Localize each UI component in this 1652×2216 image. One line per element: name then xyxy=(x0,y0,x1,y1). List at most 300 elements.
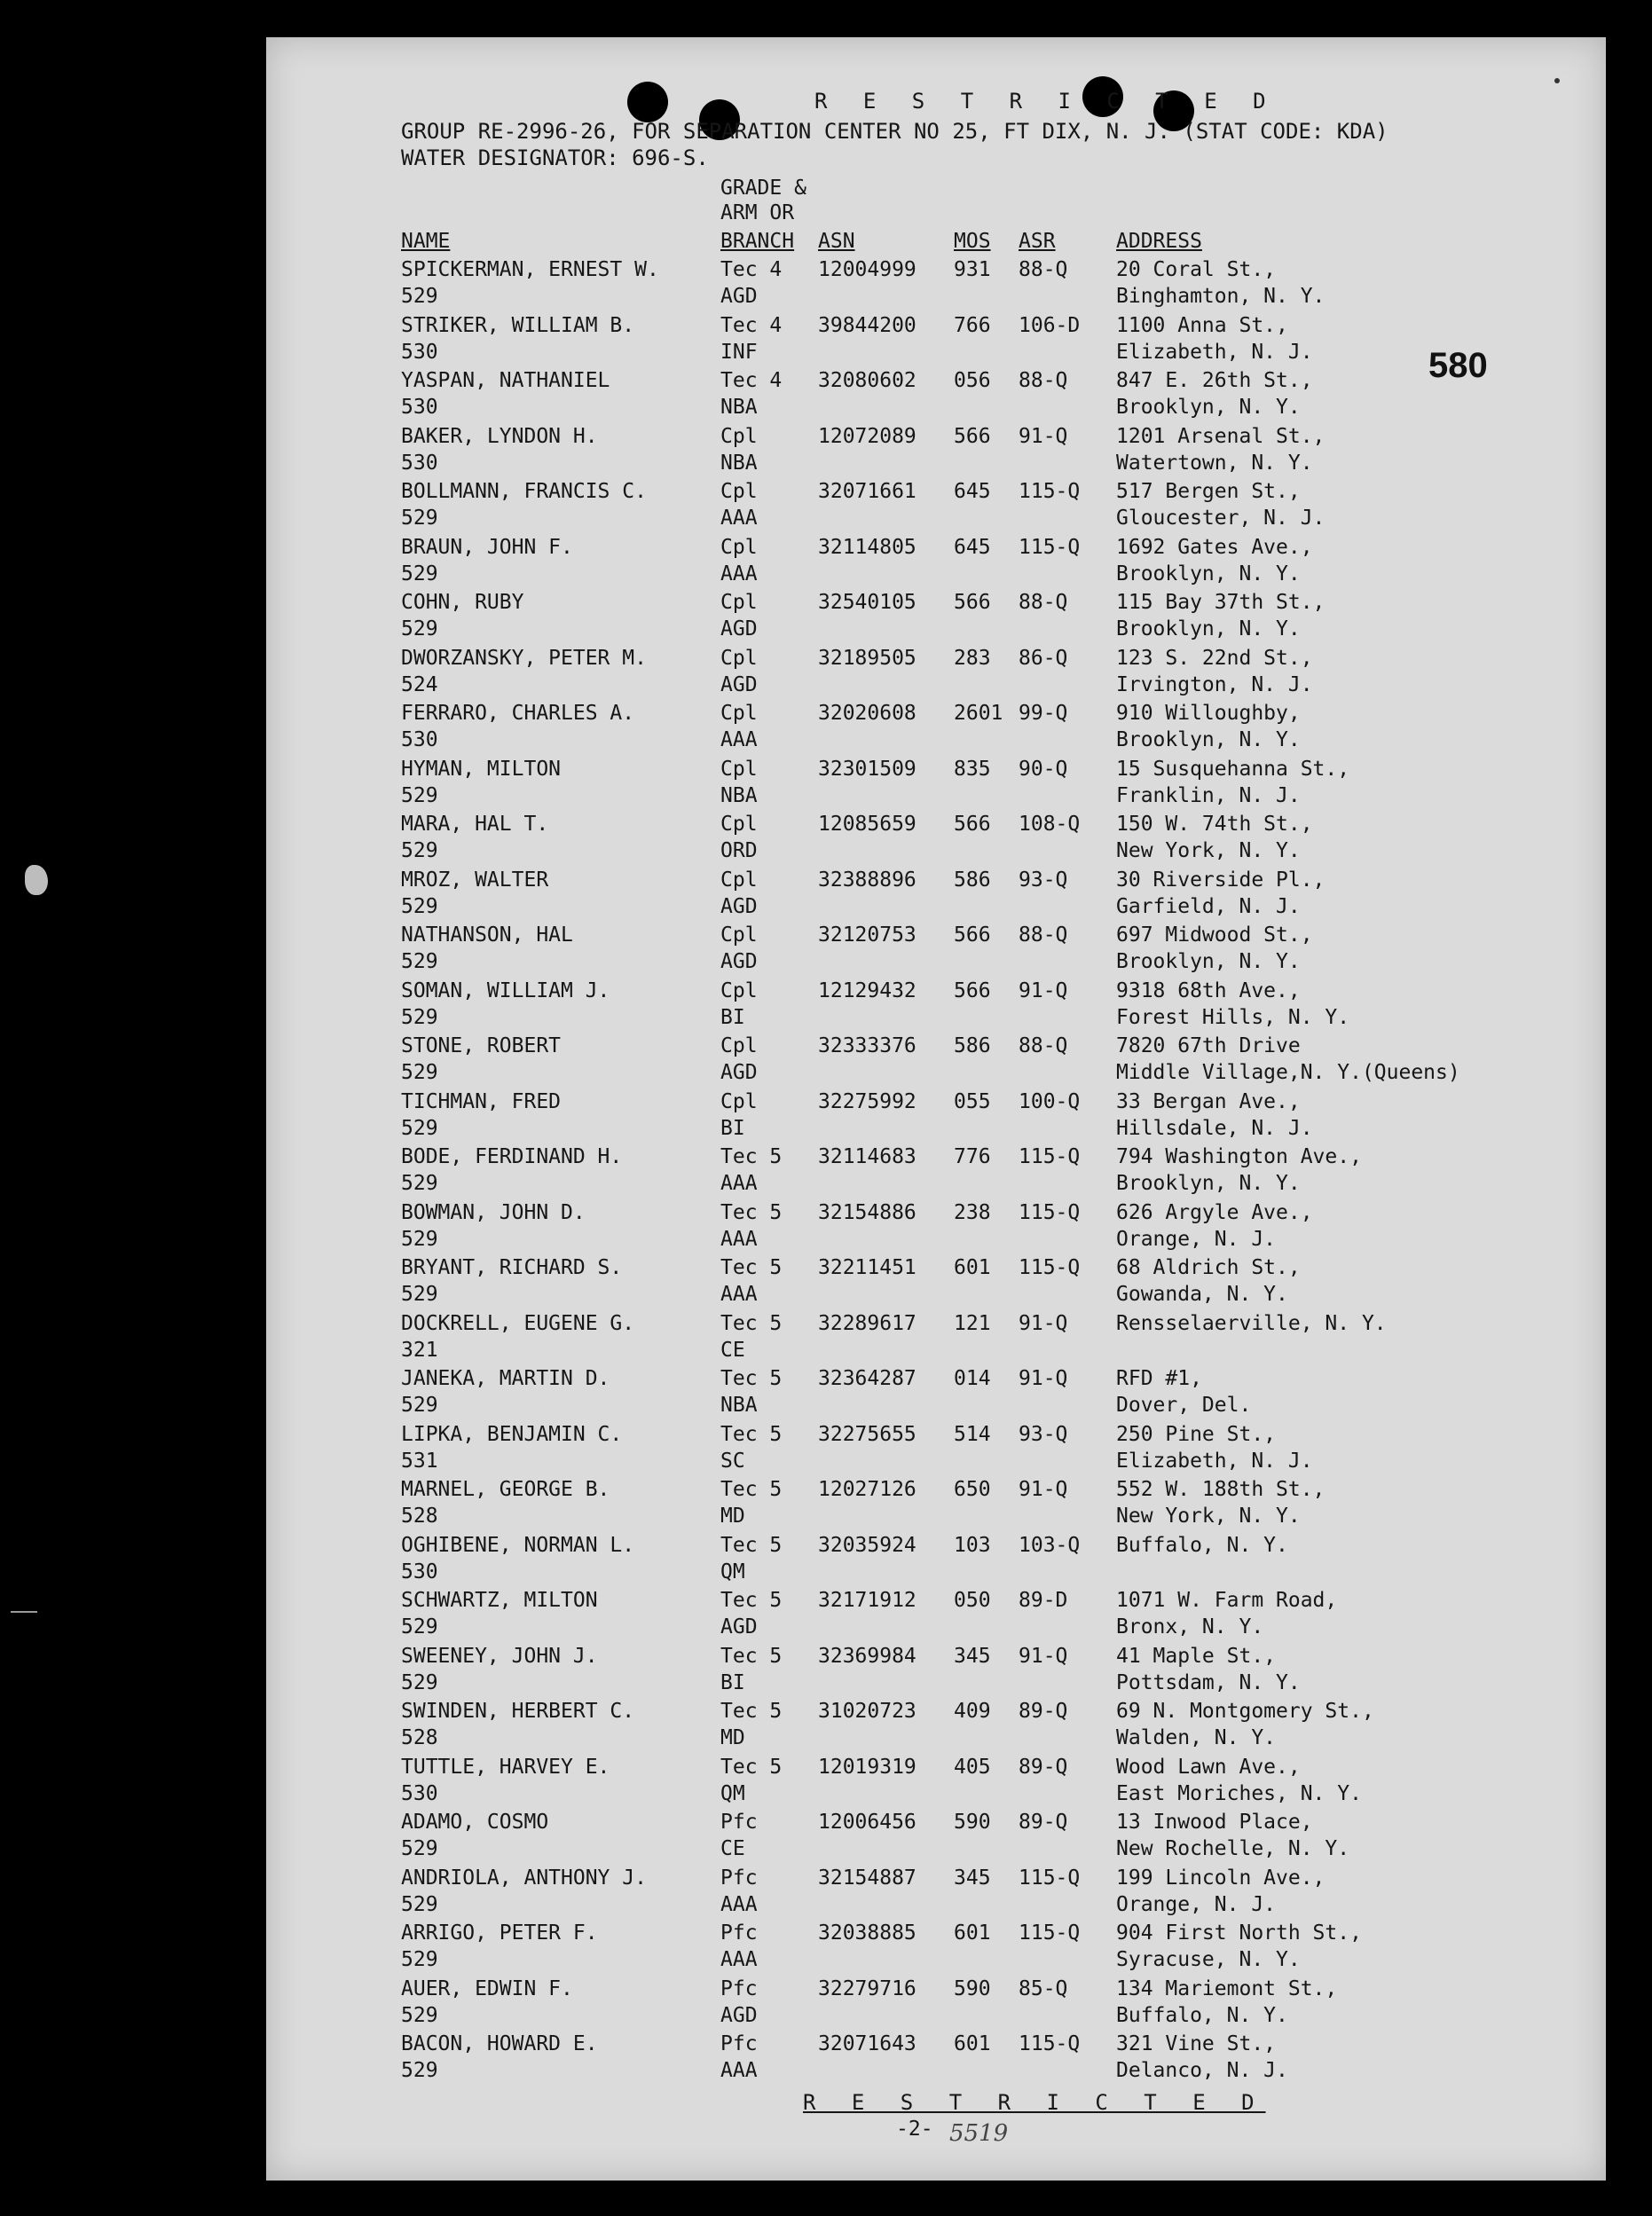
record-asr: 89-D xyxy=(1019,1589,1068,1612)
record-code: 529 xyxy=(401,617,438,640)
record-code: 529 xyxy=(401,562,438,585)
record-address-line1: 115 Bay 37th St., xyxy=(1116,591,1326,614)
record-grade: Cpl xyxy=(720,535,758,559)
record-branch: AAA xyxy=(720,1283,758,1306)
record-branch: INF xyxy=(720,340,758,364)
record-branch: AGD xyxy=(720,1615,758,1638)
record-address-line2: Irvington, N. J. xyxy=(1116,672,1313,696)
record-asn: 32279716 xyxy=(818,1976,916,2000)
record-branch: NBA xyxy=(720,396,758,419)
record-address-line2: Gloucester, N. J. xyxy=(1116,507,1326,530)
record-name: HYMAN, MILTON xyxy=(401,757,562,781)
record-name: ADAMO, COSMO xyxy=(401,1811,549,1834)
record-address-line2: Elizabeth, N. J. xyxy=(1116,340,1313,364)
record-branch: NBA xyxy=(720,783,758,807)
record-code: 529 xyxy=(401,1670,438,1694)
record-asn: 12004999 xyxy=(818,258,916,281)
document-page xyxy=(266,37,1606,2181)
record-grade: Tec 5 xyxy=(720,1422,783,1446)
record-asr: 91-Q xyxy=(1019,1311,1068,1335)
record-address-line2: New Rochelle, N. Y. xyxy=(1116,1837,1350,1860)
record-name: ANDRIOLA, ANTHONY J. xyxy=(401,1866,647,1890)
record-code: 529 xyxy=(401,2003,438,2027)
record-mos: 645 xyxy=(954,535,991,559)
margin-blot xyxy=(25,865,48,895)
record-code: 529 xyxy=(401,285,438,308)
record-mos: 586 xyxy=(954,868,991,892)
record-name: SWINDEN, HERBERT C. xyxy=(401,1700,635,1723)
record-name: SOMAN, WILLIAM J. xyxy=(401,978,610,1002)
record-code: 530 xyxy=(401,1560,438,1583)
record-asr: 115-Q xyxy=(1019,2032,1081,2055)
stamp-number: 580 xyxy=(1428,346,1488,385)
record-asn: 32301509 xyxy=(818,757,916,781)
record-branch: ORD xyxy=(720,839,758,862)
record-mos: 566 xyxy=(954,424,991,448)
record-address-line1: 1071 W. Farm Road, xyxy=(1116,1589,1338,1612)
record-address-line1: 847 E. 26th St., xyxy=(1116,369,1313,392)
col-grade-2: ARM OR xyxy=(720,201,795,224)
record-branch: MD xyxy=(720,1505,745,1528)
record-grade: Tec 5 xyxy=(720,1755,783,1779)
record-branch: AGD xyxy=(720,285,758,308)
record-address-line1: 1201 Arsenal St., xyxy=(1116,424,1326,448)
record-address-line2: Franklin, N. J. xyxy=(1116,783,1301,807)
record-grade: Cpl xyxy=(720,646,758,670)
record-code: 529 xyxy=(401,950,438,973)
record-grade: Cpl xyxy=(720,424,758,448)
record-asn: 32189505 xyxy=(818,646,916,670)
record-code: 529 xyxy=(401,1005,438,1029)
record-asn: 32333376 xyxy=(818,1034,916,1057)
record-code: 524 xyxy=(401,672,438,696)
record-name: FERRARO, CHARLES A. xyxy=(401,702,635,725)
record-code: 321 xyxy=(401,1338,438,1362)
record-asr: 91-Q xyxy=(1019,978,1068,1002)
record-code: 529 xyxy=(401,507,438,530)
record-address-line1: RFD #1, xyxy=(1116,1367,1202,1390)
col-address: ADDRESS xyxy=(1116,230,1202,253)
record-asn: 32369984 xyxy=(818,1644,916,1668)
record-address-line2: Brooklyn, N. Y. xyxy=(1116,562,1301,585)
record-asr: 115-Q xyxy=(1019,1256,1081,1279)
record-asr: 108-Q xyxy=(1019,813,1081,836)
record-name: ARRIGO, PETER F. xyxy=(401,1921,598,1945)
record-address-line1: 68 Aldrich St., xyxy=(1116,1256,1301,1279)
record-code: 529 xyxy=(401,2059,438,2082)
record-address-line1: 794 Washington Ave., xyxy=(1116,1145,1362,1168)
record-asr: 91-Q xyxy=(1019,424,1068,448)
record-asn: 32154886 xyxy=(818,1200,916,1224)
record-asn: 32114683 xyxy=(818,1145,916,1168)
punch-hole xyxy=(627,82,668,122)
record-mos: 566 xyxy=(954,978,991,1002)
record-grade: Pfc xyxy=(720,2032,758,2055)
record-branch: AAA xyxy=(720,1172,758,1195)
col-grade-3: BRANCH xyxy=(720,230,795,253)
record-branch: AGD xyxy=(720,2003,758,2027)
record-name: TICHMAN, FRED xyxy=(401,1089,562,1113)
record-name: BAKER, LYNDON H. xyxy=(401,424,598,448)
record-address-line2: Gowanda, N. Y. xyxy=(1116,1283,1288,1306)
record-code: 529 xyxy=(401,1172,438,1195)
record-grade: Cpl xyxy=(720,757,758,781)
record-code: 528 xyxy=(401,1505,438,1528)
record-mos: 345 xyxy=(954,1866,991,1890)
record-address-line2: Delanco, N. J. xyxy=(1116,2059,1288,2082)
record-address-line1: 20 Coral St., xyxy=(1116,258,1277,281)
record-branch: SC xyxy=(720,1449,745,1473)
record-address-line2: Dover, Del. xyxy=(1116,1394,1252,1417)
record-address-line1: 1692 Gates Ave., xyxy=(1116,535,1313,559)
record-mos: 014 xyxy=(954,1367,991,1390)
record-mos: 931 xyxy=(954,258,991,281)
record-mos: 650 xyxy=(954,1478,991,1501)
record-name: BRYANT, RICHARD S. xyxy=(401,1256,623,1279)
record-code: 529 xyxy=(401,1116,438,1140)
record-address-line1: 199 Lincoln Ave., xyxy=(1116,1866,1326,1890)
record-asr: 115-Q xyxy=(1019,535,1081,559)
record-code: 529 xyxy=(401,1394,438,1417)
col-mos: MOS xyxy=(954,230,991,253)
record-mos: 405 xyxy=(954,1755,991,1779)
record-mos: 056 xyxy=(954,369,991,392)
record-code: 530 xyxy=(401,340,438,364)
record-code: 529 xyxy=(401,1061,438,1084)
record-grade: Tec 4 xyxy=(720,258,783,281)
record-address-line2: Forest Hills, N. Y. xyxy=(1116,1005,1350,1029)
record-address-line1: 910 Willoughby, xyxy=(1116,702,1301,725)
record-mos: 103 xyxy=(954,1533,991,1557)
record-grade: Cpl xyxy=(720,1089,758,1113)
record-grade: Cpl xyxy=(720,702,758,725)
record-asr: 90-Q xyxy=(1019,757,1068,781)
record-branch: NBA xyxy=(720,1394,758,1417)
record-name: BODE, FERDINAND H. xyxy=(401,1145,623,1168)
record-address-line1: 30 Riverside Pl., xyxy=(1116,868,1326,892)
record-name: STONE, ROBERT xyxy=(401,1034,562,1057)
record-asn: 12072089 xyxy=(818,424,916,448)
record-mos: 283 xyxy=(954,646,991,670)
record-grade: Tec 5 xyxy=(720,1533,783,1557)
record-grade: Cpl xyxy=(720,1034,758,1057)
record-grade: Tec 5 xyxy=(720,1145,783,1168)
record-grade: Tec 5 xyxy=(720,1311,783,1335)
record-branch: AAA xyxy=(720,2059,758,2082)
record-asn: 12006456 xyxy=(818,1811,916,1834)
record-grade: Pfc xyxy=(720,1921,758,1945)
record-grade: Cpl xyxy=(720,868,758,892)
record-address-line2: New York, N. Y. xyxy=(1116,1505,1301,1528)
record-code: 529 xyxy=(401,1283,438,1306)
record-address-line2: Brooklyn, N. Y. xyxy=(1116,1172,1301,1195)
record-grade: Cpl xyxy=(720,591,758,614)
col-asn: ASN xyxy=(818,230,855,253)
restricted-footer: R E S T R I C T E D xyxy=(803,2090,1266,2115)
record-name: OGHIBENE, NORMAN L. xyxy=(401,1533,635,1557)
record-address-line1: 1100 Anna St., xyxy=(1116,313,1288,337)
record-asn: 32120753 xyxy=(818,923,916,947)
record-grade: Tec 5 xyxy=(720,1478,783,1501)
record-address-line1: 517 Bergen St., xyxy=(1116,480,1301,503)
record-asn: 32071661 xyxy=(818,480,916,503)
record-asr: 106-D xyxy=(1019,313,1081,337)
record-address-line2: Garfield, N. J. xyxy=(1116,894,1301,918)
record-address-line2: Elizabeth, N. J. xyxy=(1116,1449,1313,1473)
record-asn: 32035924 xyxy=(818,1533,916,1557)
col-grade-1: GRADE & xyxy=(720,177,806,200)
record-code: 529 xyxy=(401,1227,438,1251)
record-address-line1: 41 Maple St., xyxy=(1116,1644,1277,1668)
record-address-line2: Bronx, N. Y. xyxy=(1116,1615,1264,1638)
record-asr: 88-Q xyxy=(1019,923,1068,947)
record-code: 529 xyxy=(401,783,438,807)
record-asn: 32171912 xyxy=(818,1589,916,1612)
record-name: MROZ, WALTER xyxy=(401,868,549,892)
record-address-line2: Brooklyn, N. Y. xyxy=(1116,617,1301,640)
record-address-line2: Syracuse, N. Y. xyxy=(1116,1948,1301,1971)
record-address-line2: Buffalo, N. Y. xyxy=(1116,2003,1288,2027)
record-asn: 32540105 xyxy=(818,591,916,614)
record-code: 531 xyxy=(401,1449,438,1473)
record-asn: 32388896 xyxy=(818,868,916,892)
record-asr: 115-Q xyxy=(1019,1921,1081,1945)
record-address-line2: Brooklyn, N. Y. xyxy=(1116,728,1301,751)
record-mos: 590 xyxy=(954,1976,991,2000)
record-asr: 88-Q xyxy=(1019,1034,1068,1057)
record-address-line1: 123 S. 22nd St., xyxy=(1116,646,1313,670)
record-mos: 409 xyxy=(954,1700,991,1723)
record-address-line2: Orange, N. J. xyxy=(1116,1227,1277,1251)
record-asn: 32154887 xyxy=(818,1866,916,1890)
record-asr: 91-Q xyxy=(1019,1367,1068,1390)
record-mos: 566 xyxy=(954,813,991,836)
record-code: 529 xyxy=(401,1837,438,1860)
record-grade: Cpl xyxy=(720,923,758,947)
record-mos: 776 xyxy=(954,1145,991,1168)
record-asn: 32071643 xyxy=(818,2032,916,2055)
record-asr: 85-Q xyxy=(1019,1976,1068,2000)
record-branch: QM xyxy=(720,1781,745,1805)
record-branch: AAA xyxy=(720,1948,758,1971)
record-grade: Pfc xyxy=(720,1976,758,2000)
record-branch: QM xyxy=(720,1560,745,1583)
speck xyxy=(1554,78,1560,83)
margin-mark xyxy=(11,1611,37,1613)
record-address-line1: 15 Susquehanna St., xyxy=(1116,757,1350,781)
record-asn: 12027126 xyxy=(818,1478,916,1501)
record-asr: 88-Q xyxy=(1019,591,1068,614)
record-code: 528 xyxy=(401,1726,438,1749)
record-asr: 115-Q xyxy=(1019,1866,1081,1890)
record-asn: 32020608 xyxy=(818,702,916,725)
record-branch: AAA xyxy=(720,507,758,530)
water-designator-line: WATER DESIGNATOR: 696-S. xyxy=(401,145,709,170)
record-asr: 100-Q xyxy=(1019,1089,1081,1113)
record-branch: AAA xyxy=(720,728,758,751)
record-code: 529 xyxy=(401,894,438,918)
record-address-line1: 69 N. Montgomery St., xyxy=(1116,1700,1374,1723)
record-asr: 88-Q xyxy=(1019,369,1068,392)
record-asn: 32275992 xyxy=(818,1089,916,1113)
record-asn: 31020723 xyxy=(818,1700,916,1723)
record-address-line2: Walden, N. Y. xyxy=(1116,1726,1277,1749)
record-name: DWORZANSKY, PETER M. xyxy=(401,646,647,670)
record-grade: Tec 5 xyxy=(720,1200,783,1224)
record-grade: Tec 5 xyxy=(720,1644,783,1668)
record-name: MARA, HAL T. xyxy=(401,813,549,836)
record-branch: AGD xyxy=(720,1061,758,1084)
record-mos: 514 xyxy=(954,1422,991,1446)
record-mos: 601 xyxy=(954,1256,991,1279)
record-branch: AGD xyxy=(720,672,758,696)
record-name: BRAUN, JOHN F. xyxy=(401,535,573,559)
record-branch: BI xyxy=(720,1005,745,1029)
record-asr: 99-Q xyxy=(1019,702,1068,725)
record-branch: AAA xyxy=(720,562,758,585)
record-grade: Tec 5 xyxy=(720,1589,783,1612)
record-asn: 12085659 xyxy=(818,813,916,836)
record-branch: BI xyxy=(720,1116,745,1140)
record-address-line2: Pottsdam, N. Y. xyxy=(1116,1670,1301,1694)
record-name: BOLLMANN, FRANCIS C. xyxy=(401,480,647,503)
record-asr: 91-Q xyxy=(1019,1644,1068,1668)
record-address-line2: East Moriches, N. Y. xyxy=(1116,1781,1362,1805)
record-address-line1: 33 Bergan Ave., xyxy=(1116,1089,1301,1113)
record-name: BOWMAN, JOHN D. xyxy=(401,1200,586,1224)
record-name: BACON, HOWARD E. xyxy=(401,2032,598,2055)
record-address-line1: 150 W. 74th St., xyxy=(1116,813,1313,836)
record-grade: Pfc xyxy=(720,1866,758,1890)
record-asr: 93-Q xyxy=(1019,1422,1068,1446)
record-address-line1: 626 Argyle Ave., xyxy=(1116,1200,1313,1224)
record-grade: Cpl xyxy=(720,813,758,836)
record-address-line2: Watertown, N. Y. xyxy=(1116,451,1313,475)
record-name: COHN, RUBY xyxy=(401,591,524,614)
record-address-line2: Binghamton, N. Y. xyxy=(1116,285,1326,308)
record-grade: Cpl xyxy=(720,480,758,503)
record-address-line1: Buffalo, N. Y. xyxy=(1116,1533,1288,1557)
record-mos: 345 xyxy=(954,1644,991,1668)
record-name: LIPKA, BENJAMIN C. xyxy=(401,1422,623,1446)
record-address-line2: New York, N. Y. xyxy=(1116,839,1301,862)
record-address-line1: 250 Pine St., xyxy=(1116,1422,1277,1446)
record-address-line1: Rensselaerville, N. Y. xyxy=(1116,1311,1387,1335)
record-grade: Tec 4 xyxy=(720,313,783,337)
record-name: SPICKERMAN, ERNEST W. xyxy=(401,258,659,281)
record-mos: 050 xyxy=(954,1589,991,1612)
record-asr: 88-Q xyxy=(1019,258,1068,281)
record-address-line2: Brooklyn, N. Y. xyxy=(1116,950,1301,973)
record-asr: 115-Q xyxy=(1019,1200,1081,1224)
record-address-line2: Brooklyn, N. Y. xyxy=(1116,396,1301,419)
record-branch: AGD xyxy=(720,950,758,973)
handwritten-note: 5519 xyxy=(949,2120,1009,2147)
record-asn: 12019319 xyxy=(818,1755,916,1779)
col-name: NAME xyxy=(401,230,451,253)
record-mos: 601 xyxy=(954,2032,991,2055)
record-asn: 32289617 xyxy=(818,1311,916,1335)
restricted-header: R E S T R I C T E D xyxy=(814,89,1278,114)
record-address-line1: 9318 68th Ave., xyxy=(1116,978,1301,1002)
record-name: MARNEL, GEORGE B. xyxy=(401,1478,610,1501)
record-code: 529 xyxy=(401,1892,438,1916)
record-asr: 86-Q xyxy=(1019,646,1068,670)
record-mos: 645 xyxy=(954,480,991,503)
record-name: STRIKER, WILLIAM B. xyxy=(401,313,635,337)
record-mos: 566 xyxy=(954,923,991,947)
record-mos: 601 xyxy=(954,1921,991,1945)
record-address-line1: 134 Mariemont St., xyxy=(1116,1976,1338,2000)
record-address-line2: Hillsdale, N. J. xyxy=(1116,1116,1313,1140)
record-asr: 115-Q xyxy=(1019,480,1081,503)
record-address-line1: 7820 67th Drive xyxy=(1116,1034,1301,1057)
record-code: 530 xyxy=(401,396,438,419)
record-asr: 93-Q xyxy=(1019,868,1068,892)
record-code: 529 xyxy=(401,1948,438,1971)
record-asr: 89-Q xyxy=(1019,1811,1068,1834)
record-mos: 835 xyxy=(954,757,991,781)
record-mos: 586 xyxy=(954,1034,991,1057)
record-asn: 32080602 xyxy=(818,369,916,392)
record-mos: 590 xyxy=(954,1811,991,1834)
record-asr: 91-Q xyxy=(1019,1478,1068,1501)
record-name: DOCKRELL, EUGENE G. xyxy=(401,1311,635,1335)
record-name: AUER, EDWIN F. xyxy=(401,1976,573,2000)
col-asr: ASR xyxy=(1019,230,1056,253)
record-asr: 115-Q xyxy=(1019,1145,1081,1168)
record-name: TUTTLE, HARVEY E. xyxy=(401,1755,610,1779)
group-line: GROUP RE-2996-26, FOR SEPARATION CENTER NO 25, FT DIX, N. J. (STAT CODE: KDA) xyxy=(401,119,1388,144)
record-asr: 89-Q xyxy=(1019,1755,1068,1779)
record-address-line1: 13 Inwood Place, xyxy=(1116,1811,1313,1834)
record-mos: 2601 xyxy=(954,702,1003,725)
record-asn: 32038885 xyxy=(818,1921,916,1945)
record-name: NATHANSON, HAL xyxy=(401,923,573,947)
record-address-line1: Wood Lawn Ave., xyxy=(1116,1755,1301,1779)
record-branch: CE xyxy=(720,1837,745,1860)
record-mos: 766 xyxy=(954,313,991,337)
record-code: 530 xyxy=(401,1781,438,1805)
record-name: SCHWARTZ, MILTON xyxy=(401,1589,598,1612)
record-mos: 055 xyxy=(954,1089,991,1113)
record-asn: 32211451 xyxy=(818,1256,916,1279)
record-asn: 39844200 xyxy=(818,313,916,337)
record-name: SWEENEY, JOHN J. xyxy=(401,1644,598,1668)
record-asn: 32364287 xyxy=(818,1367,916,1390)
record-address-line1: 552 W. 188th St., xyxy=(1116,1478,1326,1501)
record-address-line1: 697 Midwood St., xyxy=(1116,923,1313,947)
record-code: 530 xyxy=(401,728,438,751)
record-address-line2: Orange, N. J. xyxy=(1116,1892,1277,1916)
record-address-line1: 321 Vine St., xyxy=(1116,2032,1277,2055)
record-code: 529 xyxy=(401,1615,438,1638)
record-grade: Tec 5 xyxy=(720,1367,783,1390)
record-asn: 12129432 xyxy=(818,978,916,1002)
record-grade: Tec 5 xyxy=(720,1256,783,1279)
record-mos: 566 xyxy=(954,591,991,614)
record-name: JANEKA, MARTIN D. xyxy=(401,1367,610,1390)
record-asr: 89-Q xyxy=(1019,1700,1068,1723)
record-address-line1: 904 First North St., xyxy=(1116,1921,1362,1945)
record-name: YASPAN, NATHANIEL xyxy=(401,369,610,392)
record-asn: 32275655 xyxy=(818,1422,916,1446)
record-mos: 121 xyxy=(954,1311,991,1335)
record-grade: Cpl xyxy=(720,978,758,1002)
record-mos: 238 xyxy=(954,1200,991,1224)
record-grade: Tec 4 xyxy=(720,369,783,392)
record-branch: CE xyxy=(720,1338,745,1362)
